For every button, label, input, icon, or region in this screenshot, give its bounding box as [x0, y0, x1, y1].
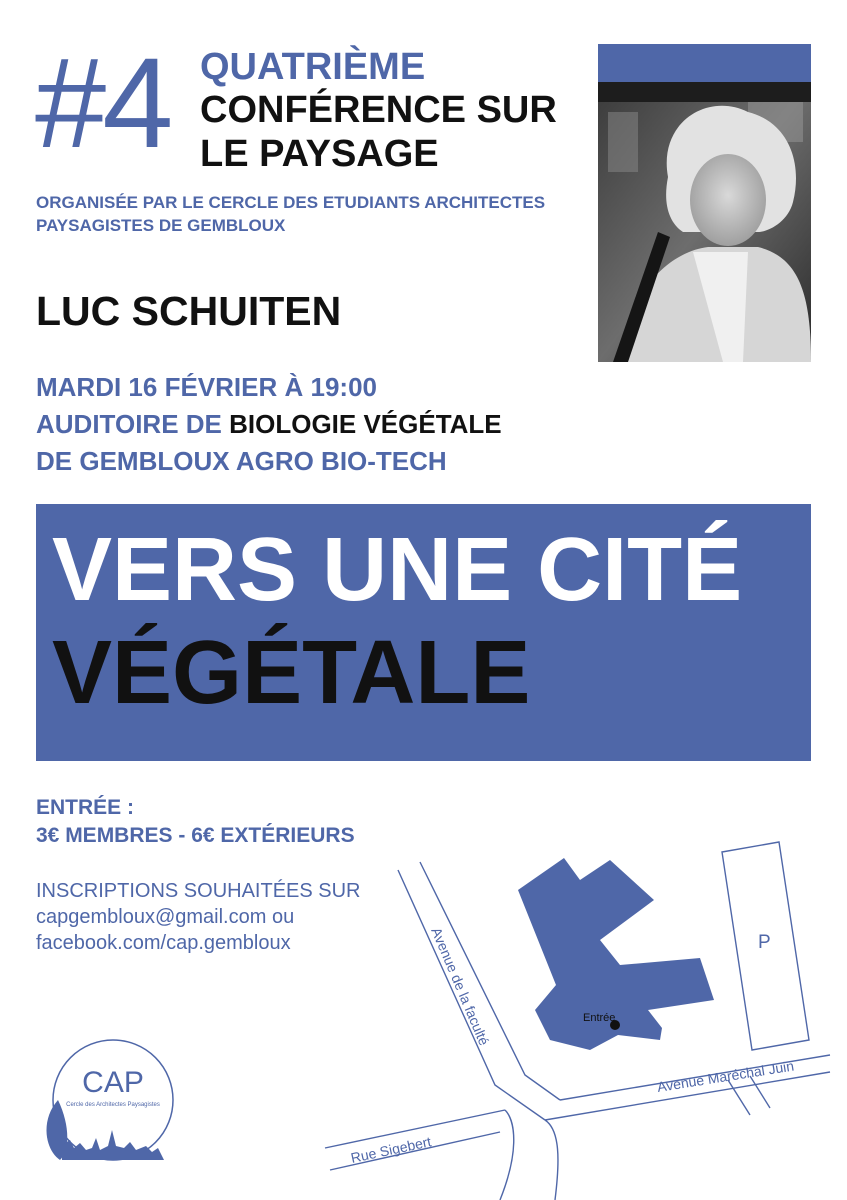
parking-label: P — [758, 932, 771, 953]
event-datetime: MARDI 16 FÉVRIER À 19:00 — [36, 372, 377, 402]
street-sigebert: Rue Sigebert — [349, 1133, 433, 1166]
conference-number: #4 — [35, 32, 170, 175]
event-venue-line-2: DE GEMBLOUX AGRO BIO-TECH — [36, 446, 447, 476]
venue-prefix: AUDITOIRE DE — [36, 409, 230, 439]
entry-prices: 3€ MEMBRES - 6€ EXTÉRIEURS — [36, 824, 355, 847]
road-edge — [545, 1120, 558, 1200]
header-conference: CONFÉRENCE SUR — [200, 89, 557, 131]
road-edge — [728, 1080, 750, 1115]
header-topic: LE PAYSAGE — [200, 133, 439, 175]
entry-label: ENTRÉE : — [36, 796, 135, 819]
registration-email: capgembloux@gmail.com ou — [36, 906, 295, 928]
street-juin: Avenue Maréchal Juin — [655, 1057, 796, 1095]
road-edge — [500, 1110, 514, 1200]
entrance-label: Entrée — [583, 1012, 616, 1024]
logo-subtitle: Cercle des Architectes Paysagistes — [66, 1102, 160, 1108]
road-edge — [750, 1076, 770, 1108]
street-faculte: Avenue de la faculté — [428, 924, 493, 1048]
registration-label: INSCRIPTIONS SOUHAITÉES SUR — [36, 880, 361, 902]
speaker-name: LUC SCHUITEN — [36, 288, 342, 334]
skyline-icon — [62, 1130, 164, 1160]
organizer-line-1: ORGANISÉE PAR LE CERCLE DES ETUDIANTS ARCHITECTES — [36, 193, 546, 212]
title-line-1: VERS UNE CITÉ — [52, 520, 743, 620]
logo-name: CAP — [82, 1066, 144, 1099]
title-line-2: VÉGÉTALE — [52, 623, 531, 723]
organizer-line-2: PAYSAGISTES DE GEMBLOUX — [36, 216, 286, 235]
registration-facebook: facebook.com/cap.gembloux — [36, 932, 291, 954]
header-ordinal: QUATRIÈME — [200, 46, 426, 88]
venue-highlight: BIOLOGIE VÉGÉTALE — [229, 409, 502, 439]
cap-logo — [46, 1040, 173, 1160]
